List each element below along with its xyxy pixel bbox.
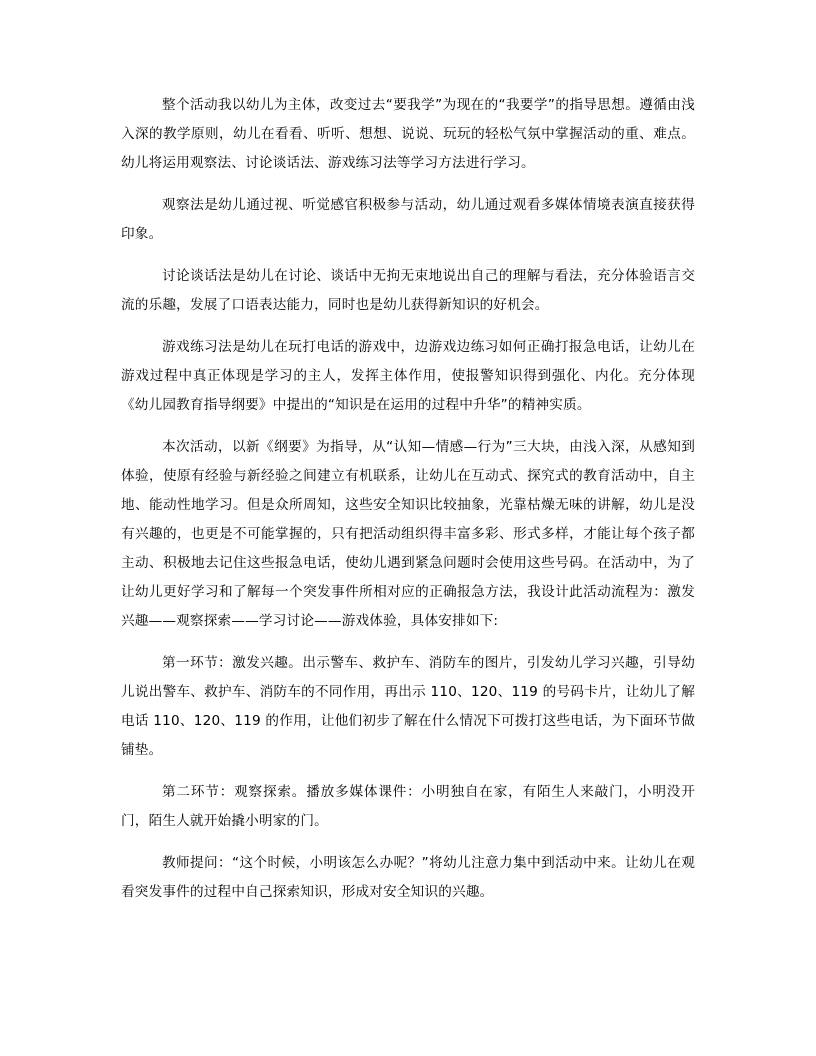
paragraph-teacher-question: 教师提问：“这个时候，小明该怎么办呢？”将幼儿注意力集中到活动中来。让幼儿在观看突发事件的过程中自己探索知识，形成对安全知识的兴趣。 [121,855,695,900]
document-page [121,91,695,920]
paragraph-step-one: 第一环节：激发兴趣。出示警车、救护车、消防车的图片，引发幼儿学习兴趣，引导幼儿说出警车、救护车、消防车的不同作用，再出示 110、120、119 的号码卡片，让幼儿了解电话 110、120、119 的作用，让他们初步了解在什么情况下可拨打这些电话，为下面环节做铺垫。 [121,655,695,758]
paragraph-discussion-method: 讨论谈话法是幼儿在讨论、谈话中无拘无束地说出自己的理解与看法，充分体验语言交流的乐趣，发展了口语表达能力，同时也是幼儿获得新知识的好机会。 [121,268,695,313]
paragraph-game-practice-method: 游戏练习法是幼儿在玩打电话的游戏中，边游戏边练习如何正确打报急电话，让幼儿在游戏过程中真正体现是学习的主人，发挥主体作用，使报警知识得到强化、内化。充分体现《幼儿园教育指导纲要》中提出的“知识是在运用的过程中升华”的精神实质。 [121,339,695,413]
paragraph-observation-method: 观察法是幼儿通过视、听觉感官积极参与活动，幼儿通过观看多媒体情境表演直接获得印象。 [121,197,695,242]
paragraph-overview: 整个活动我以幼儿为主体，改变过去“要我学”为现在的“我要学”的指导思想。遵循由浅入深的教学原则，幼儿在看看、听听、想想、说说、玩玩的轻松气氛中掌握活动的重、难点。幼儿将运用观察法、讨论谈话法、游戏练习法等学习方法进行学习。 [121,97,695,171]
paragraph-step-two: 第二环节：观察探索。播放多媒体课件：小明独自在家，有陌生人来敲门，小明没开门，陌生人就开始撬小明家的门。 [121,784,695,829]
paragraph-activity-design: 本次活动，以新《纲要》为指导，从“认知—情感—行为”三大块，由浅入深，从感知到体验，使原有经验与新经验之间建立有机联系，让幼儿在互动式、探究式的教育活动中，自主地、能动性地学习。但是众所周知，这些安全知识比较抽象，光靠枯燥无味的讲解，幼儿是没有兴趣的，也更是不可能掌握的，只有把活动组织得丰富多彩、形式多样，才能让每个孩子都主动、积极地去记住这些报急电话，使幼儿遇到紧急问题时会使用这些号码。在活动中，为了让幼儿更好学习和了解每一个突发事件所相对应的正确报急方法，我设计此活动流程为：激发兴趣——观察探索——学习讨论——游戏体验，具体安排如下: [121,439,695,629]
